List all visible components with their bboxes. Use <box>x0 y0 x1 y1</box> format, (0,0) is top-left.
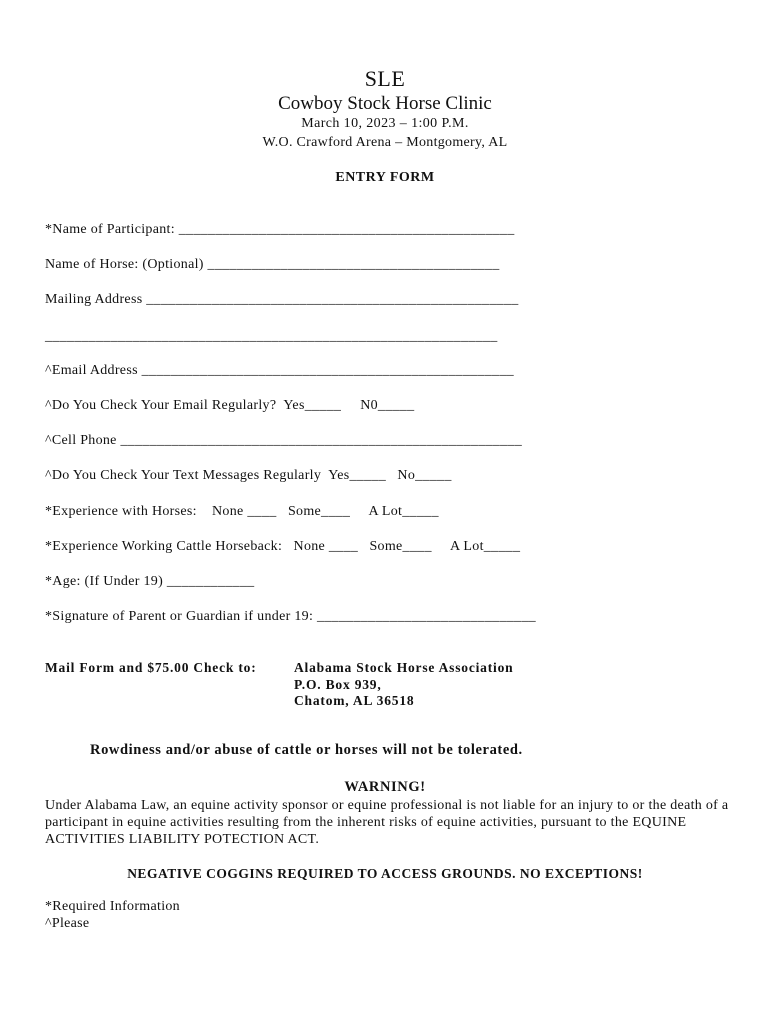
mailing-address-continued-field[interactable]: ______________________________________________________________ <box>45 329 498 344</box>
experience-horses-field[interactable]: *Experience with Horses: None ____ Some____ A Lot_____ <box>45 504 439 519</box>
participant-name-field[interactable]: *Name of Participant: ______________________________________________ <box>45 222 515 237</box>
document-title: SLE <box>364 66 406 91</box>
coggins-notice: NEGATIVE COGGINS REQUIRED TO ACCESS GROUNDS. NO EXCEPTIONS! <box>127 866 643 881</box>
text-check-field[interactable]: ^Do You Check Your Text Messages Regularly Yes_____ No_____ <box>45 468 452 483</box>
experience-cattle-field[interactable]: *Experience Working Cattle Horseback: None ____ Some____ A Lot_____ <box>45 539 521 554</box>
warning-body: Under Alabama Law, an equine activity sponsor or equine professional is not liable for an injury to or the death of a participant in equine activities resulting from the inherent risks of equine activities, pursuant to the EQUINE ACTIVITIES LIABILITY POTECTION ACT. <box>45 798 729 847</box>
guardian-signature-field[interactable]: *Signature of Parent or Guardian if under 19: ______________________________ <box>45 609 536 624</box>
required-info-legend: *Required Information <box>45 899 180 914</box>
mailing-address-field[interactable]: Mailing Address ___________________________________________________ <box>45 292 519 307</box>
email-check-field[interactable]: ^Do You Check Your Email Regularly? Yes_____ N0_____ <box>45 398 415 413</box>
rowdiness-notice: Rowdiness and/or abuse of cattle or horses will not be tolerated. <box>90 742 523 758</box>
event-venue: W.O. Crawford Arena – Montgomery, AL <box>262 135 508 150</box>
mail-address-line-3: Chatom, AL 36518 <box>294 693 415 708</box>
please-legend: ^Please <box>45 916 90 931</box>
event-name: Cowboy Stock Horse Clinic <box>278 93 492 114</box>
cell-phone-field[interactable]: ^Cell Phone _______________________________________________________ <box>45 433 522 448</box>
mail-address-line-2: P.O. Box 939, <box>294 677 382 692</box>
age-field[interactable]: *Age: (If Under 19) ____________ <box>45 574 255 589</box>
warning-title: WARNING! <box>344 779 426 795</box>
event-date-time: March 10, 2023 – 1:00 P.M. <box>301 116 469 131</box>
mail-instructions-label: Mail Form and $75.00 Check to: <box>45 660 257 675</box>
form-title: ENTRY FORM <box>335 170 435 185</box>
horse-name-field[interactable]: Name of Horse: (Optional) ________________________________________ <box>45 257 500 272</box>
email-address-field[interactable]: ^Email Address ___________________________________________________ <box>45 363 514 378</box>
mail-address-line-1: Alabama Stock Horse Association <box>294 660 514 675</box>
